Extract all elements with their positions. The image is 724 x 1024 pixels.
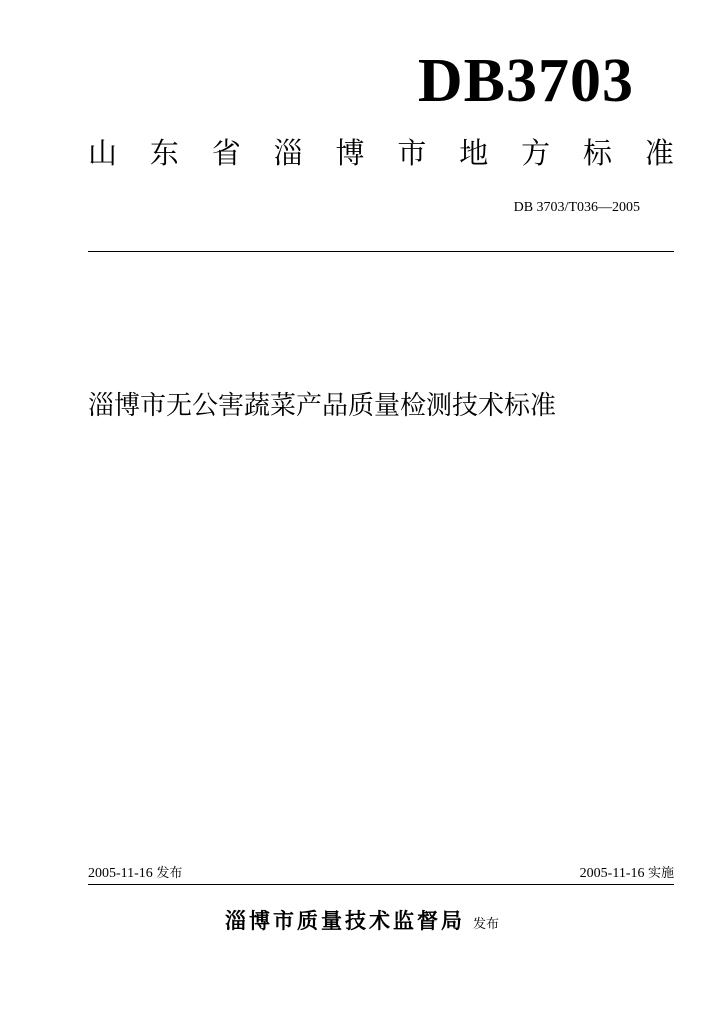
authority-char: 市 — [397, 136, 427, 170]
standard-code-mark: DB3703 — [417, 47, 634, 115]
authority-char: 博 — [335, 136, 365, 170]
authority-char: 东 — [149, 136, 179, 170]
implement-date: 2005-11-16 — [579, 866, 645, 881]
header-divider — [88, 251, 674, 252]
issuer-line — [0, 904, 724, 942]
authority-char: 淄 — [273, 136, 303, 170]
document-title: 淄博市无公害蔬菜产品质量检测技术标准 — [88, 391, 557, 421]
authority-char: 省 — [211, 136, 241, 170]
implement-label: 实施 — [647, 866, 674, 881]
publish-date-block — [88, 864, 182, 884]
publish-label: 发布 — [156, 866, 183, 881]
standard-number: DB 3703/T036—2005 — [513, 200, 640, 215]
authority-char: 方 — [521, 136, 551, 170]
authority-char: 山 — [88, 136, 118, 170]
issuing-organization: 淄博市质量技术监督局 — [224, 909, 465, 933]
footer-divider — [88, 884, 674, 885]
issuing-authority-heading — [88, 133, 674, 173]
authority-char: 准 — [644, 136, 674, 170]
authority-char: 地 — [459, 136, 489, 170]
authority-char: 标 — [583, 136, 613, 170]
publish-date: 2005-11-16 — [88, 866, 153, 881]
implement-date-block — [580, 864, 674, 884]
dates-row — [88, 864, 674, 884]
issued-label: 发布 — [472, 917, 499, 932]
